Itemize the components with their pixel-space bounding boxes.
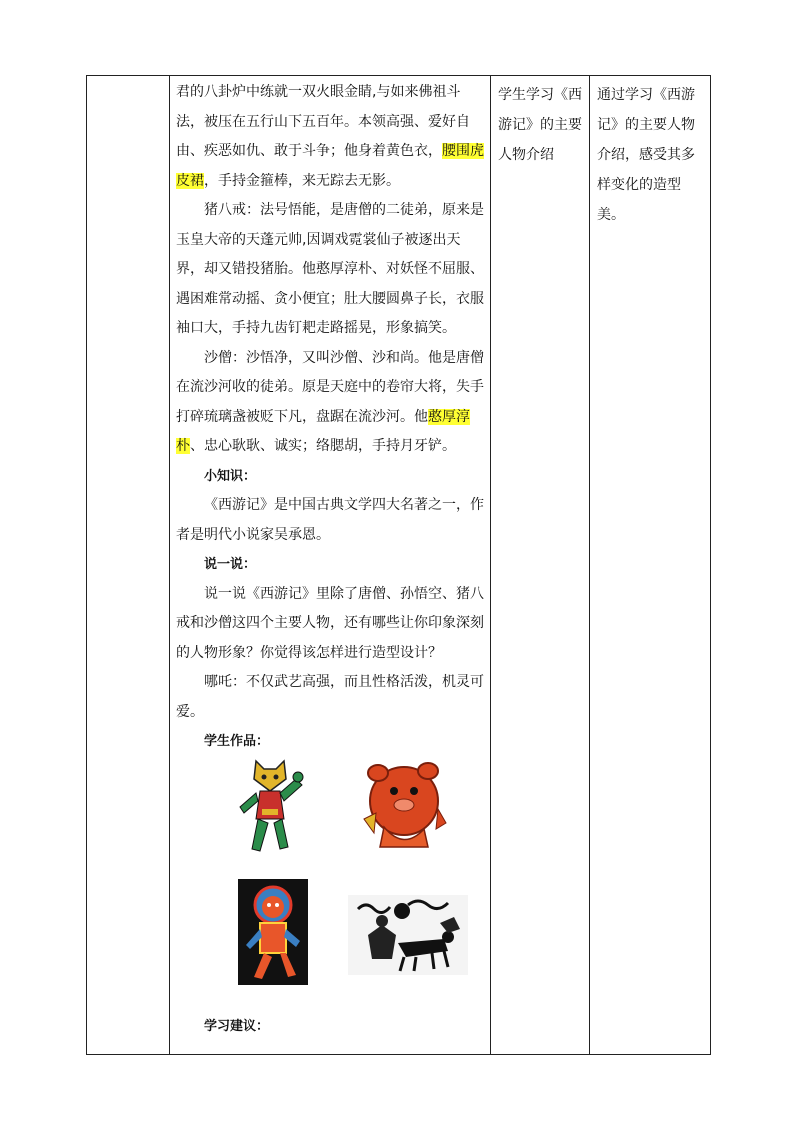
talk-text: 说一说《西游记》里除了唐僧、孙悟空、猪八戒和沙僧这四个主要人物，还有哪些让你印象深刻的人物形象？你觉得该怎样进行造型设计？ bbox=[176, 585, 484, 661]
shaseng-paragraph: 沙僧：沙悟净，又叫沙僧、沙和尚。他是唐僧在流沙河收的徒弟。原是天庭中的卷帘大将，失手打碎琉璃盏被贬下凡，盘踞在流沙河。他憨厚淳朴、忠心耿耿、诚实；络腮胡，手持月牙铲。 bbox=[176, 349, 484, 454]
student-works-gallery bbox=[176, 757, 486, 1012]
student-activity-cell bbox=[491, 76, 590, 1055]
bajie-paragraph: 猪八戒：法号悟能，是唐僧的二徒弟，原来是玉皇大帝的天蓬元帅,因调戏霓裳仙子被逐出天界，却又错投猪胎。他憨厚淳朴、对妖怪不屈服、遇困难常动摇、贪小便宜；肚大腰圆鼻子长，衣服袖口大，手持九齿钉耙走路摇晃，形象搞笑。 bbox=[176, 202, 484, 336]
highlight-shaseng: 憨厚淳朴 bbox=[176, 408, 470, 454]
content-cell bbox=[170, 76, 491, 1055]
talk-label: 说一说： bbox=[204, 557, 257, 572]
design-intent-text: 通过学习《西游记》的主要人物介绍，感受其多样变化的造型美。 bbox=[597, 87, 695, 223]
artwork-red-pig-figure bbox=[358, 759, 448, 855]
empty-cell bbox=[87, 76, 170, 1055]
knowledge-text: 《西游记》是中国古典文学四大名著之一，作者是明代小说家吴承恩。 bbox=[176, 497, 484, 543]
nezha-text: 哪吒：不仅武艺高强，而且性格活泼，机灵可爱。 bbox=[176, 674, 484, 720]
lesson-plan-table bbox=[86, 75, 711, 1055]
works-label: 学生作品： bbox=[204, 734, 270, 749]
student-activity-text: 学生学习《西游记》的主要人物介绍 bbox=[498, 87, 582, 163]
advice-label: 学习建议： bbox=[204, 1018, 270, 1034]
highlight-wukong: 腰围虎皮裙 bbox=[176, 143, 484, 189]
artwork-paper-cut-figures bbox=[348, 895, 468, 975]
knowledge-label: 小知识： bbox=[204, 468, 257, 484]
wukong-paragraph: 君的八卦炉中练就一双火眼金睛,与如来佛祖斗法，被压在五行山下五百年。本领高强、爱好自由、疾恶如仇、敢于斗争；他身着黄色衣，腰围虎皮裙，手持金箍棒，来无踪去无影。 bbox=[176, 84, 484, 189]
design-intent-cell bbox=[590, 76, 711, 1055]
artwork-cat-mask-figure bbox=[234, 757, 306, 857]
artwork-black-background-figure bbox=[238, 879, 308, 985]
